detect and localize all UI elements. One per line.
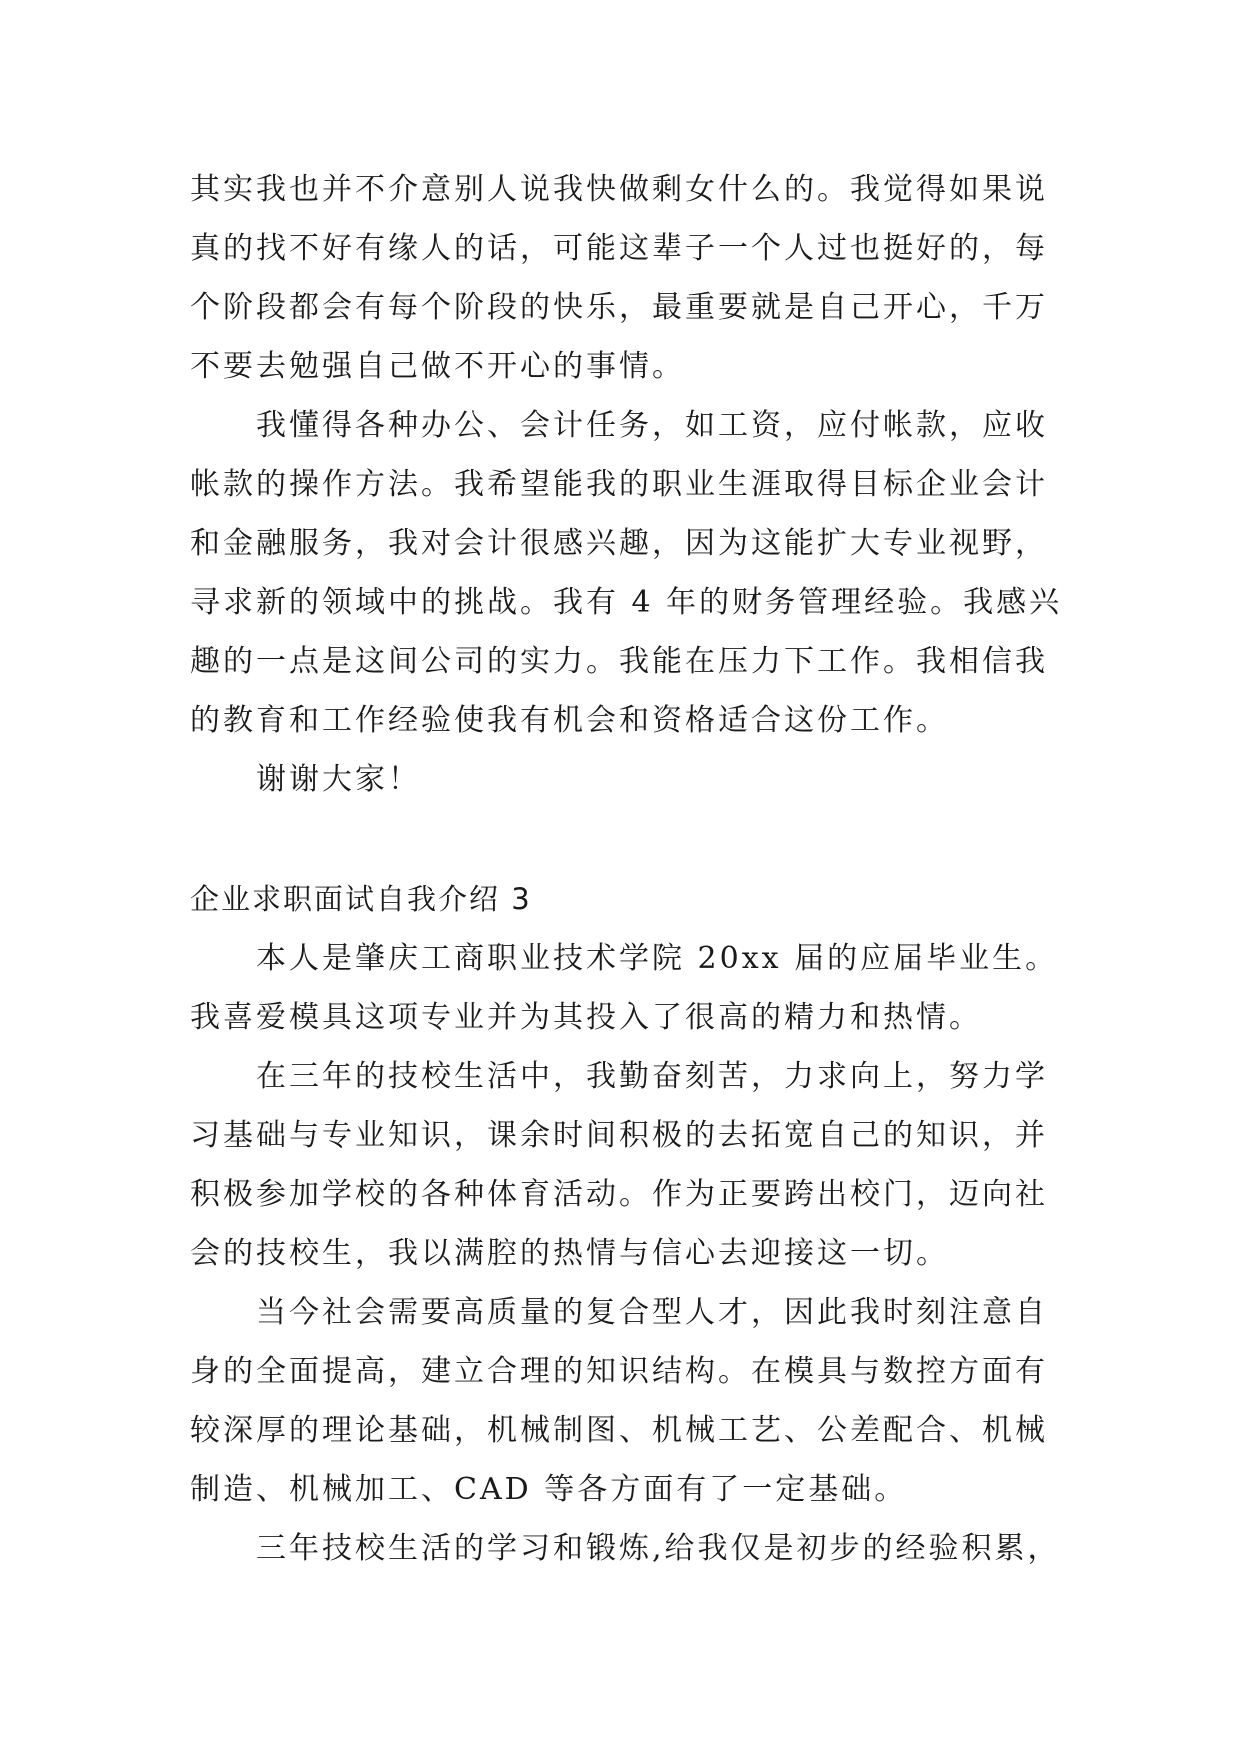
text-line: 真的找不好有缘人的话，可能这辈子一个人过也挺好的，每 [190,231,1048,266]
paragraph [190,1283,1050,1519]
paragraph [190,396,1063,750]
text-line: 在三年的技校生活中，我勤奋刻苦，力求向上，努力学 [256,1059,1048,1094]
text-line: 较深厚的理论基础，机械制图、机械工艺、公差配合、机械 [190,1413,1048,1448]
text-line: 和金融服务，我对会计很感兴趣，因为这能扩大专业视野， [190,526,1048,561]
spacer [190,809,1050,870]
text-line: 趣的一点是这间公司的实力。我能在压力下工作。我相信我 [190,644,1048,679]
text-line: 我喜爱模具这项专业并为其投入了很高的精力和热情。 [190,1000,982,1035]
text-line: 积极参加学校的各种体育活动。作为正要跨出校门，迈向社 [190,1177,1048,1212]
text-line: 的教育和工作经验使我有机会和资格适合这份工作。 [190,703,949,738]
paragraph [190,160,1050,396]
text-line: 当今社会需要高质量的复合型人才，因此我时刻注意自 [256,1295,1048,1330]
text-line: 谢谢大家！ [256,762,421,797]
paragraph [190,929,1059,1047]
text-line: 帐款的操作方法。我希望能我的职业生涯取得目标企业会计 [190,467,1048,502]
paragraph [190,750,1050,809]
paragraph [190,1047,1050,1283]
text-line: 制造、机械加工、CAD 等各方面有了一定基础。 [190,1472,908,1507]
text-line: 个阶段都会有每个阶段的快乐，最重要就是自己开心，千万 [190,290,1048,325]
text-line: 不要去勉强自己做不开心的事情。 [190,349,685,384]
text-line: 习基础与专业知识，课余时间积极的去拓宽自己的知识，并 [190,1118,1048,1153]
text-line: 三年技校生活的学习和锻炼,给我仅是初步的经验积累， [256,1531,1061,1566]
text-line: 其实我也并不介意别人说我快做剩女什么的。我觉得如果说 [190,172,1048,207]
text-line: 会的技校生，我以满腔的热情与信心去迎接这一切。 [190,1236,949,1271]
section-title: 企业求职面试自我介绍 3 [190,882,532,916]
paragraph [190,1519,1061,1578]
text-line: 本人是肇庆工商职业技术学院 20xx 届的应届毕业生。 [256,941,1059,976]
text-line: 身的全面提高，建立合理的知识结构。在模具与数控方面有 [190,1354,1048,1389]
text-line: 寻求新的领域中的挑战。我有 4 年的财务管理经验。我感兴 [190,585,1063,620]
document-body [190,160,1063,1578]
text-line: 我懂得各种办公、会计任务，如工资，应付帐款，应收 [256,408,1048,443]
